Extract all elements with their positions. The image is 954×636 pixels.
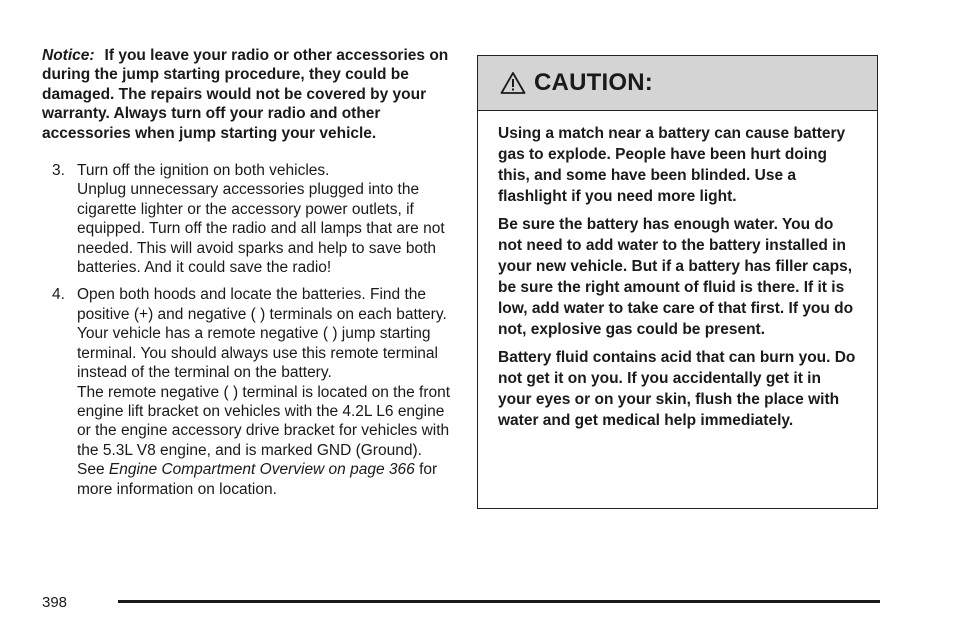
- cross-reference-link[interactable]: Engine Compartment Overview on page 366: [108, 461, 415, 479]
- notice-label: Notice:: [42, 47, 95, 64]
- caution-paragraph: Be sure the battery has enough water. You do not need to add water to the battery installed in your new vehicle. But if a battery has filler caps, be sure the right amount of fluid is there. If it is low, add water to take care of that first. If you do not, explosive gas could be present.: [498, 216, 854, 338]
- notice-block: [42, 46, 452, 143]
- step-number: 3.: [52, 162, 65, 180]
- warning-triangle-icon: [500, 71, 526, 95]
- caution-title: CAUTION:: [534, 69, 653, 96]
- caution-header: [478, 56, 877, 111]
- see-suffix: for more information on location.: [77, 461, 438, 498]
- footer-rule: [118, 600, 880, 603]
- caution-paragraph: Using a match near a battery can cause battery gas to explode. People have been hurt doing this, and some have been blinded. Use a flashlight if you need more light.: [498, 125, 846, 205]
- caution-body: [478, 111, 877, 431]
- step-paragraph: The remote negative ( ) terminal is located on the front engine lift bracket on vehicles with the 4.2L L6 engine or the engine accessory drive bracket for vehicles with the 5.3L V8 engine, and is marked GND (Ground).: [77, 383, 451, 459]
- step-number: 4.: [52, 286, 65, 304]
- left-column: [42, 46, 452, 507]
- notice-text: If you leave your radio or other accessories on during the jump starting procedure, they could be damaged. The repairs would not be covered by your warranty. Always turn off your radio and other accessories when jump starting your vehicle.: [42, 47, 449, 142]
- step-list: [42, 161, 452, 499]
- caution-paragraph: Battery fluid contains acid that can burn you. Do not get it on you. If you accidentally get it in your eyes or on your skin, flush the place with water and get medical help immediately.: [498, 349, 856, 429]
- step-paragraph: Unplug unnecessary accessories plugged into the cigarette lighter or the accessory power outlets, if equipped. Turn off the radio and all lamps that are not needed. This will avoid sparks and help to save both batteries. And it could save the radio!: [77, 181, 445, 277]
- page-number: 398: [42, 594, 68, 611]
- step-paragraph: Turn off the ignition on both vehicles.: [77, 162, 330, 180]
- caution-box: [477, 55, 878, 509]
- see-prefix: See: [77, 461, 109, 479]
- step-3: [42, 161, 452, 277]
- step-4: [42, 285, 452, 498]
- see-reference: [77, 460, 452, 499]
- step-paragraph: Open both hoods and locate the batteries. Find the positive (+) and negative ( ) terminals on each battery. Your vehicle has a remote negative ( ) jump starting terminal. You should always use this remote terminal instead of the terminal on the battery.: [77, 286, 447, 382]
